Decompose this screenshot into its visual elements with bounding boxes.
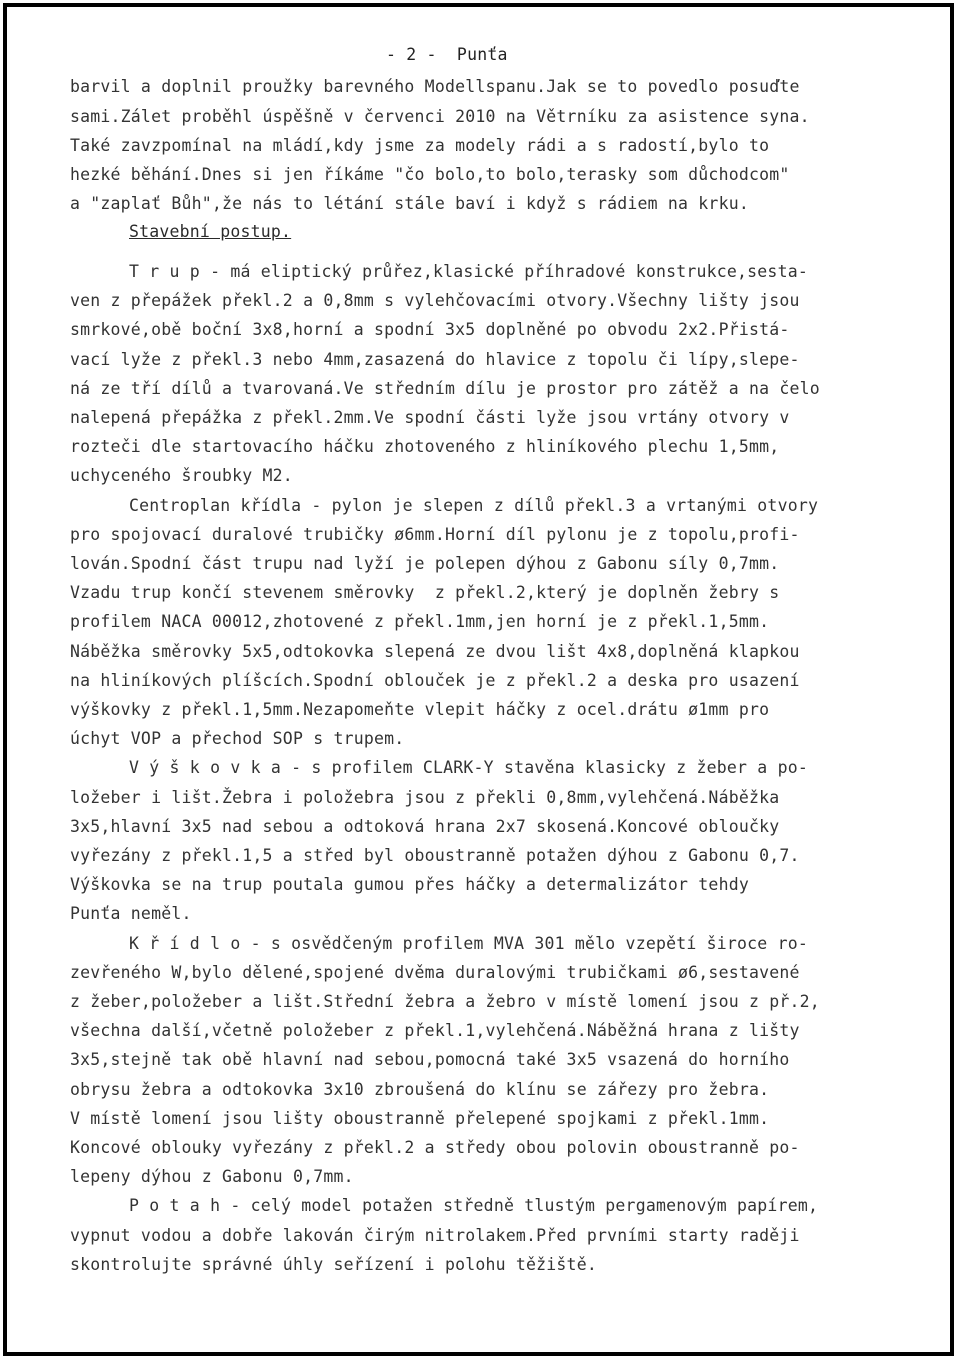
text-line: Výškovka se na trup poutala gumou přes háčky a determalizátor tehdy: [70, 875, 749, 894]
text-line: vypnut vodou a dobře lakován čirým nitrolakem.Před prvními starty raději: [70, 1226, 800, 1245]
text-line: P o t a h - celý model potažen středně tlustým pergamenovým papírem,: [129, 1196, 819, 1215]
text-line: vyřezány z překl.1,5 a střed byl oboustranně potažen dýhou z Gabonu 0,7.: [70, 846, 800, 865]
text-line: na hliníkových plíšcích.Spodní oblouček je z překl.2 a deska pro usazení: [70, 671, 800, 690]
text-line: z žeber,položeber a lišt.Střední žebra a žebro v místě lomení jsou z př.2,: [70, 992, 820, 1011]
text-line: 3x5,hlavní 3x5 nad sebou a odtoková hrana 2x7 skosená.Koncové obloučky: [70, 817, 780, 836]
text-line: lován.Spodní část trupu nad lyží je polepen dýhou z Gabonu síly 0,7mm.: [70, 554, 780, 573]
section-heading: Stavební postup.: [129, 222, 292, 241]
text-line: ná ze tří dílů a tvarovaná.Ve středním dílu je prostor pro zátěž a na čelo: [70, 379, 820, 398]
text-line: a "zaplať Bůh",že nás to létání stále baví i když s rádiem na krku.: [70, 194, 749, 213]
text-line: zevřeného W,bylo dělené,spojené dvěma duralovými trubičkami ø6,sestavené: [70, 963, 800, 982]
text-line: skontrolujte správné úhly seřízení i polohu těžiště.: [70, 1255, 597, 1274]
text-line: smrkové,obě boční 3x8,horní a spodní 3x5 doplněné po obvodu 2x2.Přistá-: [70, 320, 790, 339]
page-header: - 2 - Punťa: [386, 45, 508, 64]
text-line: sami.Zálet proběhl úspěšně v červenci 2010 na Větrníku za asistence syna.: [70, 107, 810, 126]
typed-page: [7, 7, 950, 1352]
text-line: Punťa neměl.: [70, 904, 192, 923]
text-line: profilem NACA 00012,zhotovené z překl.1mm,jen horní je z překl.1,5mm.: [70, 612, 770, 631]
page-frame: [3, 3, 954, 1356]
text-line: ven z přepážek překl.2 a 0,8mm s vylehčovacími otvory.Všechny lišty jsou: [70, 291, 800, 310]
text-line: vací lyže z překl.3 nebo 4mm,zasazená do hlavice z topolu či lípy,slepe-: [70, 350, 800, 369]
text-line: Centroplan křídla - pylon je slepen z dílů překl.3 a vrtanými otvory: [129, 496, 819, 515]
text-line: K ř í d l o - s osvědčeným profilem MVA 301 mělo vzepětí široce ro-: [129, 934, 808, 953]
text-line: barvil a doplnil proužky barevného Modellspanu.Jak se to povedlo posuďte: [70, 77, 800, 96]
text-line: lepeny dýhou z Gabonu 0,7mm.: [70, 1167, 354, 1186]
text-line: úchyt VOP a přechod SOP s trupem.: [70, 729, 405, 748]
text-line: Koncové oblouky vyřezány z překl.2 a středy obou polovin oboustranně po-: [70, 1138, 800, 1157]
text-line: rozteči dle startovacího háčku zhotoveného z hliníkového plechu 1,5mm,: [70, 437, 780, 456]
text-line: pro spojovací duralové trubičky ø6mm.Horní díl pylonu je z topolu,profi-: [70, 525, 800, 544]
text-line: Vzadu trup končí stevenem směrovky z překl.2,který je doplněn žebry s: [70, 583, 780, 602]
text-line: ložeber i lišt.Žebra i položebra jsou z překli 0,8mm,vylehčená.Náběžka: [70, 788, 780, 807]
text-line: všechna další,včetně položeber z překl.1,vylehčená.Náběžná hrana z lišty: [70, 1021, 800, 1040]
text-line: Náběžka směrovky 5x5,odtokovka slepená ze dvou lišt 4x8,doplněná klapkou: [70, 642, 800, 661]
text-line: T r u p - má eliptický průřez,klasické příhradové konstrukce,sesta-: [129, 262, 808, 281]
text-line: Také zavzpomínal na mládí,kdy jsme za modely rádi a s radostí,bylo to: [70, 136, 770, 155]
text-line: nalepená přepážka z překl.2mm.Ve spodní části lyže jsou vrtány otvory v: [70, 408, 790, 427]
text-line: výškovky z překl.1,5mm.Nezapomeňte vlepit háčky z ocel.drátu ø1mm pro: [70, 700, 770, 719]
text-line: uchyceného šroubky M2.: [70, 466, 293, 485]
text-line: hezké běhání.Dnes si jen říkáme "čo bolo,to bolo,terasky som důchodcom": [70, 165, 790, 184]
text-line: V ý š k o v k a - s profilem CLARK-Y stavěna klasicky z žeber a po-: [129, 758, 808, 777]
text-line: obrysu žebra a odtokovka 3x10 zbroušená do klínu se zářezy pro žebra.: [70, 1080, 770, 1099]
text-line: 3x5,stejně tak obě hlavní nad sebou,pomocná také 3x5 vsazená do horního: [70, 1050, 790, 1069]
text-line: V místě lomení jsou lišty oboustranně přelepené spojkami z překl.1mm.: [70, 1109, 770, 1128]
